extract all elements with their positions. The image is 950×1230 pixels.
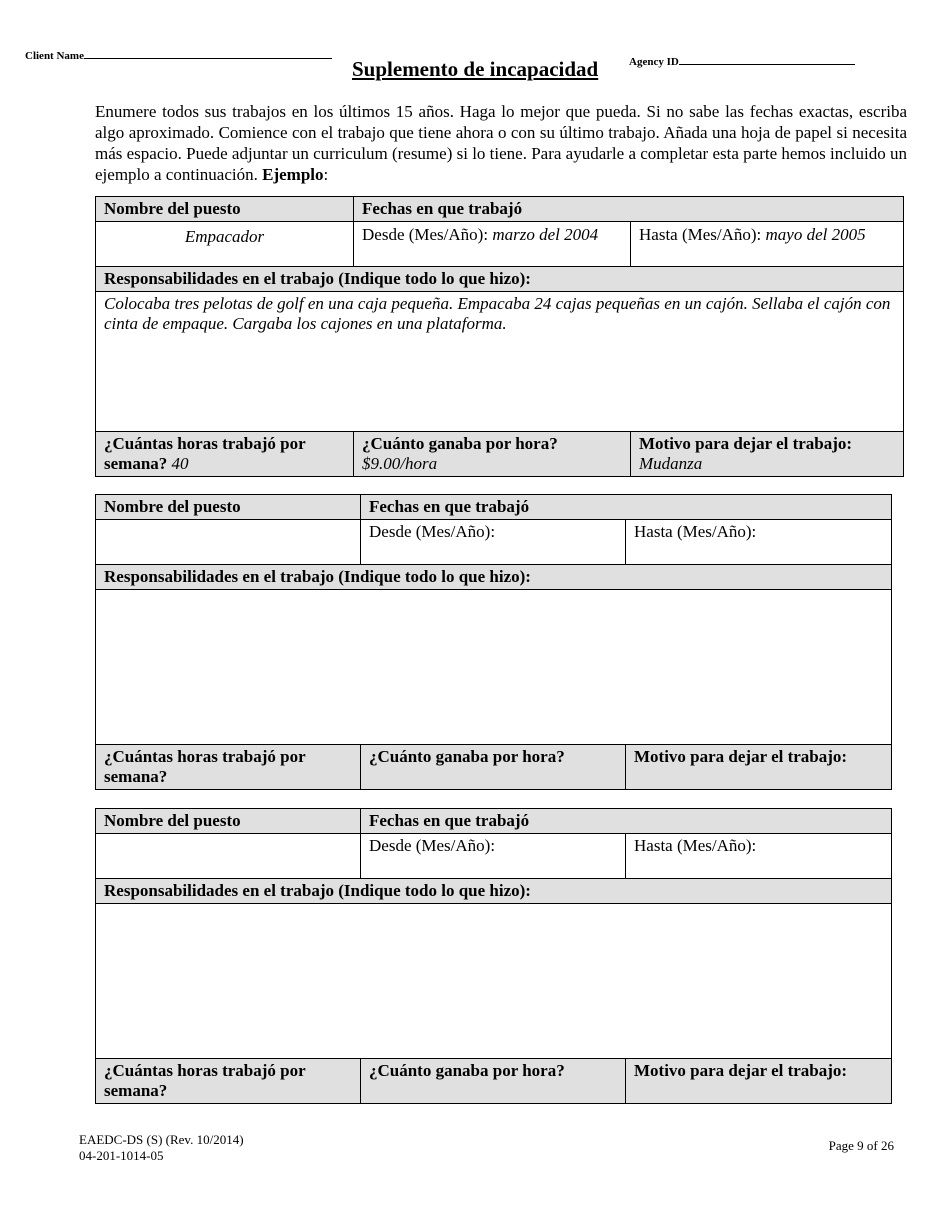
page-title: Suplemento de incapacidad bbox=[352, 57, 599, 81]
dates-header: Fechas en que trabajó bbox=[361, 495, 892, 520]
client-name-line[interactable] bbox=[84, 47, 332, 59]
reason-cell[interactable]: Motivo para dejar el trabajo: bbox=[626, 745, 892, 790]
job-table-1 bbox=[95, 494, 892, 790]
example-from-cell: Desde (Mes/Año): marzo del 2004 bbox=[354, 222, 631, 267]
job-title-input[interactable] bbox=[96, 834, 361, 879]
dates-header: Fechas en que trabajó bbox=[354, 197, 904, 222]
job-title-header: Nombre del puesto bbox=[96, 809, 361, 834]
agency-id-line[interactable] bbox=[679, 53, 855, 65]
page-number: Page 9 of 26 bbox=[828, 1138, 894, 1153]
agency-id-field[interactable] bbox=[629, 53, 855, 68]
example-duties: Colocaba tres pelotas de golf en una caja pequeña. Empacaba 24 cajas pequeñas en un cajón. Sellaba el cajón con cinta de empaque. Cargaba los cajones en una plataforma. bbox=[96, 292, 904, 432]
example-wage-value: $9.00/hora bbox=[362, 454, 438, 473]
to-date-cell[interactable]: Hasta (Mes/Año): bbox=[626, 834, 892, 879]
form-number: 04-201-1014-05 bbox=[79, 1148, 164, 1163]
reason-cell[interactable]: Motivo para dejar el trabajo: bbox=[626, 1059, 892, 1104]
from-date-cell[interactable]: Desde (Mes/Año): bbox=[361, 834, 626, 879]
wage-cell[interactable]: ¿Cuánto ganaba por hora? bbox=[361, 745, 626, 790]
hours-cell[interactable]: ¿Cuántas horas trabajó por semana? bbox=[96, 1059, 361, 1104]
job-title-header: Nombre del puesto bbox=[96, 495, 361, 520]
duties-header: Responsabilidades en el trabajo (Indique todo lo que hizo): bbox=[96, 565, 892, 590]
duties-input[interactable] bbox=[96, 904, 892, 1059]
hours-cell[interactable]: ¿Cuántas horas trabajó por semana? bbox=[96, 745, 361, 790]
form-footer-left bbox=[79, 1132, 244, 1164]
example-hours-value: 40 bbox=[171, 454, 189, 473]
example-reason-value: Mudanza bbox=[639, 454, 703, 473]
example-wage-cell: ¿Cuánto ganaba por hora? $9.00/hora bbox=[354, 432, 631, 477]
job-title-input[interactable] bbox=[96, 520, 361, 565]
example-reason-cell: Motivo para dejar el trabajo: Mudanza bbox=[631, 432, 904, 477]
form-id: EAEDC-DS (S) (Rev. 10/2014) bbox=[79, 1132, 244, 1147]
client-name-label: Client Name bbox=[25, 50, 84, 62]
to-date-cell[interactable]: Hasta (Mes/Año): bbox=[626, 520, 892, 565]
example-to-cell: Hasta (Mes/Año): mayo del 2005 bbox=[631, 222, 904, 267]
dates-header: Fechas en que trabajó bbox=[361, 809, 892, 834]
example-hours-cell: ¿Cuántas horas trabajó por semana? 40 bbox=[96, 432, 354, 477]
agency-id-label: Agency ID bbox=[629, 56, 679, 68]
instructions-text: Enumere todos sus trabajos en los últimos 15 años. Haga lo mejor que pueda. Si no sabe las fechas exactas, escriba algo aproximado. Comience con el trabajo que tiene ahora o con su último trabajo. Añada una hoja de papel si necesita más espacio. Puede adjuntar un curriculum (resume) si lo tiene. Para ayudarle a completar esta parte hemos incluido un ejemplo a continuación. bbox=[95, 102, 907, 184]
example-to-value: mayo del 2005 bbox=[765, 225, 866, 244]
example-job-title: Empacador bbox=[96, 222, 354, 267]
duties-input[interactable] bbox=[96, 590, 892, 745]
example-job-table bbox=[95, 196, 904, 477]
wage-cell[interactable]: ¿Cuánto ganaba por hora? bbox=[361, 1059, 626, 1104]
example-from-value: marzo del 2004 bbox=[492, 225, 599, 244]
example-label: Ejemplo bbox=[262, 165, 324, 184]
from-date-cell[interactable]: Desde (Mes/Año): bbox=[361, 520, 626, 565]
duties-header: Responsabilidades en el trabajo (Indique todo lo que hizo): bbox=[96, 879, 892, 904]
client-name-field[interactable] bbox=[25, 47, 332, 62]
duties-header: Responsabilidades en el trabajo (Indique todo lo que hizo): bbox=[96, 267, 904, 292]
job-table-2 bbox=[95, 808, 892, 1104]
instructions: Enumere todos sus trabajos en los últimos 15 años. Haga lo mejor que pueda. Si no sabe las fechas exactas, escriba algo aproximado. Comience con el trabajo que tiene ahora o con su último trabajo. Añada una hoja de papel si necesita más espacio. Puede adjuntar un curriculum (resume) si lo tiene. Para ayudarle a completar esta parte hemos incluido un ejemplo a continuación. Ejemplo: bbox=[95, 102, 907, 184]
job-title-header: Nombre del puesto bbox=[96, 197, 354, 222]
